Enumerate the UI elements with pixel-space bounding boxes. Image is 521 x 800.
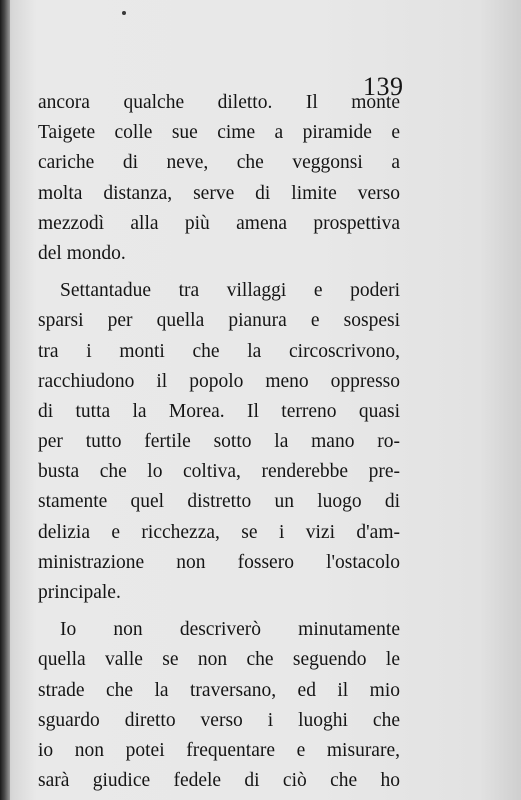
paragraph-3 bbox=[38, 615, 400, 796]
text-line: strade che la traversano, ed il mio bbox=[38, 679, 400, 701]
text-line: delizia e ricchezza, se i vizi d'am- bbox=[38, 521, 400, 543]
text-line: principale. bbox=[38, 582, 121, 603]
text-line: per tutto fertile sotto la mano ro- bbox=[38, 431, 400, 453]
text-line: Settantadue tra villaggi e poderi bbox=[60, 280, 400, 302]
text-line: del mondo. bbox=[38, 242, 126, 264]
text-line: Io non descriverò minutamente bbox=[60, 619, 400, 641]
text-line: di tutta la Morea. Il terreno quasi bbox=[38, 400, 400, 422]
text-line: cariche di neve, che veggonsi a bbox=[38, 152, 400, 174]
text-line: tra i monti che la circoscrivono, bbox=[38, 340, 400, 362]
text-line: Taigete colle sue cime a piramide e bbox=[38, 122, 400, 144]
text-line: stamente quel distretto un luogo di bbox=[38, 491, 400, 513]
paragraph-2 bbox=[38, 276, 400, 608]
ink-speck bbox=[122, 11, 126, 15]
book-spine-shadow bbox=[0, 0, 10, 800]
text-line: ministrazione non fossero l'ostacolo bbox=[38, 551, 400, 573]
text-line: ancora qualche diletto. Il monte bbox=[38, 92, 400, 113]
text-line: racchiudono il popolo meno oppresso bbox=[38, 370, 400, 392]
text-line: sparsi per quella pianura e sospesi bbox=[38, 310, 400, 332]
text-line: sguardo diretto verso i luoghi che bbox=[38, 709, 400, 731]
text-line: sarà giudice fedele di ciò che ho bbox=[38, 770, 400, 792]
page-text bbox=[38, 88, 400, 796]
text-line: quella valle se non che seguendo le bbox=[38, 649, 400, 671]
text-line: busta che lo coltiva, renderebbe pre- bbox=[38, 461, 400, 483]
paragraph-1 bbox=[38, 88, 400, 269]
text-line: io non potei frequentare e misurare, bbox=[38, 739, 400, 761]
page-number: 139 bbox=[363, 72, 404, 101]
text-line: mezzodì alla più amena prospettiva bbox=[38, 212, 400, 234]
text-line: molta distanza, serve di limite verso bbox=[38, 182, 400, 204]
